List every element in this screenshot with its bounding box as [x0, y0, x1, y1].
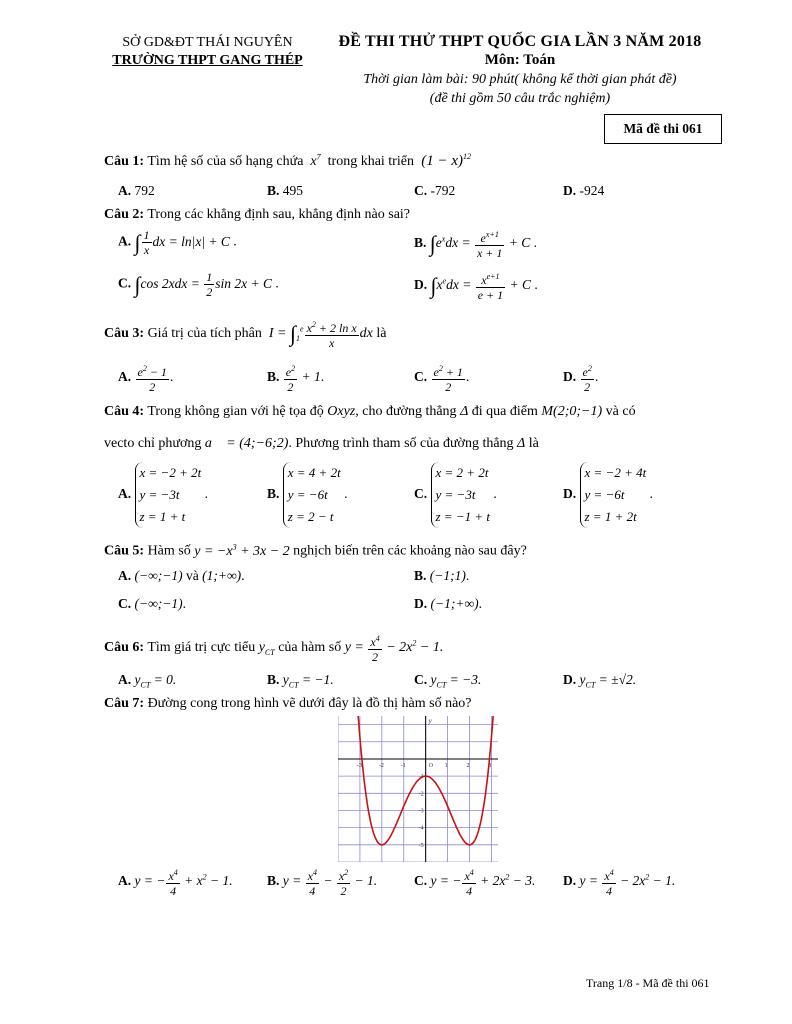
- q7-option-d[interactable]: D. y = $\frac{x^4}{4}$ − $2x^2 - 1$.: [563, 868, 676, 898]
- question-tail: là: [376, 326, 387, 342]
- question-text: . Phương trình tham số của đường thẳng: [288, 436, 514, 451]
- question-1: [104, 152, 471, 170]
- q4-option-a[interactable]: A. x = −2 + 2t y = −3t z = 1 + t .: [118, 462, 208, 528]
- x-tick-label: -3: [356, 762, 362, 769]
- question-label: Câu 3:: [104, 326, 145, 342]
- question-text: nghịch biến trên các khoảng nào sau đây?: [293, 543, 527, 559]
- math-expr: y = $\frac{x^4}{2}$ − $2x^2 - 1$.: [344, 634, 444, 664]
- y-tick-label: -2: [418, 791, 424, 798]
- q1-option-d[interactable]: D. -924: [563, 183, 605, 198]
- q5-option-a[interactable]: A. (−∞;−1) và (1;+∞).: [118, 568, 245, 583]
- math-expr: a⃗ = (4;−6;2): [204, 436, 289, 451]
- question-4-line2: [104, 436, 539, 452]
- q3-option-c[interactable]: C. $\frac{e^2 + 1}{2}$ .: [414, 364, 470, 394]
- math-expr: Δ: [460, 404, 469, 419]
- math-expr: M(2;0;−1): [541, 404, 603, 419]
- header-left: [100, 34, 315, 70]
- question-3: [104, 318, 386, 350]
- x-tick-label: 1: [444, 762, 448, 769]
- math-expr: $I = \int_1^e$ $\frac{x^2 + 2 \ln x}{x}$ dx: [265, 320, 373, 350]
- x-tick-label: -1: [400, 762, 406, 769]
- question-label: Câu 4:: [104, 404, 145, 419]
- math-expr: $x^7$: [306, 152, 321, 169]
- math-expr: Δ: [517, 436, 526, 451]
- q5-option-c[interactable]: C. (−∞;−1).: [118, 596, 186, 611]
- department-name: SỞ GD&ĐT THÁI NGUYÊN: [122, 35, 293, 50]
- question-label: Câu 6:: [104, 640, 145, 656]
- exam-time: Thời gian làm bài: 90 phút( không kể thời gian phát đề): [363, 72, 677, 87]
- question-text: Tìm giá trị cực tiểu: [147, 640, 256, 656]
- q7-option-b[interactable]: B. y = $\frac{x^4}{4}$ − $\frac{x^2}{2}$ − 1.: [267, 868, 378, 898]
- question-text: Trong không gian với hệ tọa độ: [147, 404, 324, 419]
- graph-grid: [338, 716, 498, 862]
- function-graph: [338, 716, 498, 862]
- q6-option-b[interactable]: B. $y_{CT} = -1$.: [267, 672, 334, 690]
- question-label: Câu 1:: [104, 154, 145, 169]
- q6-option-c[interactable]: C. $y_{CT} = -3$.: [414, 672, 482, 690]
- question-text: Tìm hệ số của số hạng chứa: [147, 154, 304, 169]
- question-text: đi qua điểm: [471, 404, 538, 419]
- q6-option-a[interactable]: A. $y_{CT} = 0$.: [118, 672, 177, 690]
- math-expr: Oxyz: [327, 404, 356, 419]
- q4-option-c[interactable]: C. x = 2 + 2t y = −3t z = −1 + t .: [414, 462, 497, 528]
- y-axis-label: y: [428, 717, 432, 725]
- q1-option-b[interactable]: B. 495: [267, 183, 304, 198]
- school-name: TRƯỜNG THPT GANG THÉP: [112, 53, 303, 68]
- question-5: [104, 542, 527, 560]
- question-text: của hàm số: [278, 640, 342, 656]
- q7-option-c[interactable]: C. y = − $\frac{x^4}{4}$ + $2x^2 - 3$.: [414, 868, 536, 898]
- question-label: Câu 7:: [104, 696, 145, 711]
- question-text: vecto chỉ phương: [104, 436, 202, 451]
- graph-axes: [338, 716, 498, 862]
- q2-option-c[interactable]: C. ∫cos 2xdx = $\frac{1}{2}$ sin 2x + C .: [118, 270, 279, 299]
- q1-option-c[interactable]: C. -792: [414, 183, 456, 198]
- exam-code-box: Mã đề thi 061: [604, 114, 722, 144]
- question-text: Hàm số: [147, 543, 191, 559]
- question-text: là: [528, 436, 539, 451]
- page-footer: Trang 1/8 - Mã đề thi 061: [586, 976, 710, 990]
- question-4: [104, 404, 636, 420]
- header-right: [320, 32, 720, 108]
- q2-option-b[interactable]: B. $\int e^xdx$ = $\frac{e^{x+1}}{x + 1}$ + C .: [414, 230, 538, 260]
- question-text: Trong các khẳng định sau, khẳng định nào sai?: [147, 207, 411, 222]
- question-text: , cho đường thẳng: [355, 404, 457, 419]
- y-tick-label: -4: [418, 825, 424, 832]
- question-text: và có: [605, 404, 636, 419]
- q2-option-a[interactable]: A. ∫ $\frac{1}{x}$ dx = ln|x| + C .: [118, 228, 237, 257]
- question-label: Câu 2:: [104, 207, 145, 222]
- q3-option-a[interactable]: A. $\frac{e^2 - 1}{2}$ .: [118, 364, 174, 394]
- question-text: Giá trị của tích phân: [147, 326, 262, 342]
- exam-subject: Môn: Toán: [484, 52, 556, 68]
- math-expr: $(1 - x)^{12}$: [417, 152, 471, 169]
- exam-note: (đề thi gồm 50 câu trắc nghiệm): [429, 91, 611, 106]
- y-tick-label: -1: [418, 774, 424, 781]
- q5-option-b[interactable]: B. (−1;1).: [414, 568, 470, 583]
- graph-tick-labels: [357, 717, 492, 849]
- q4-option-d[interactable]: D. x = −2 + 4t y = −6t z = 1 + 2t .: [563, 462, 653, 528]
- question-label: Câu 5:: [104, 543, 145, 559]
- y-tick-label: -3: [418, 808, 424, 815]
- question-2: [104, 207, 410, 223]
- x-tick-label: -2: [378, 762, 384, 769]
- q3-option-b[interactable]: B. $\frac{e^2}{2}$ + 1.: [267, 364, 325, 394]
- q4-option-b[interactable]: B. x = 4 + 2t y = −6t z = 2 − t .: [267, 462, 347, 528]
- math-expr: $y = -x^3 + 3x - 2$: [194, 542, 290, 559]
- q5-option-d[interactable]: D. (−1;+∞).: [414, 596, 482, 611]
- q2-option-d[interactable]: D. $\int x^edx$ = $\frac{x^{e+1}}{e + 1}$ + C .: [414, 272, 538, 302]
- x-tick-label: 2: [466, 762, 470, 769]
- exam-title: ĐỀ THI THỬ THPT QUỐC GIA LẦN 3 NĂM 2018: [338, 33, 702, 50]
- q7-option-a[interactable]: A. y = − $\frac{x^4}{4}$ + $x^2 - 1$.: [118, 868, 233, 898]
- q3-option-d[interactable]: D. $\frac{e^2}{2}$ .: [563, 364, 599, 394]
- math-expr: $y_{CT}$: [258, 640, 275, 658]
- question-7: [104, 696, 472, 712]
- question-text: Đường cong trong hình vẽ dưới đây là đồ thị hàm số nào?: [147, 696, 472, 711]
- x-tick-label: 3: [488, 762, 492, 769]
- origin-label: O: [428, 762, 434, 769]
- question-6: [104, 632, 443, 664]
- y-tick-label: -5: [418, 842, 424, 849]
- q1-option-a[interactable]: A. 792: [118, 183, 155, 198]
- math-text: trong khai triển: [324, 154, 414, 169]
- q6-option-d[interactable]: D. $y_{CT} = \pm√2$.: [563, 672, 637, 690]
